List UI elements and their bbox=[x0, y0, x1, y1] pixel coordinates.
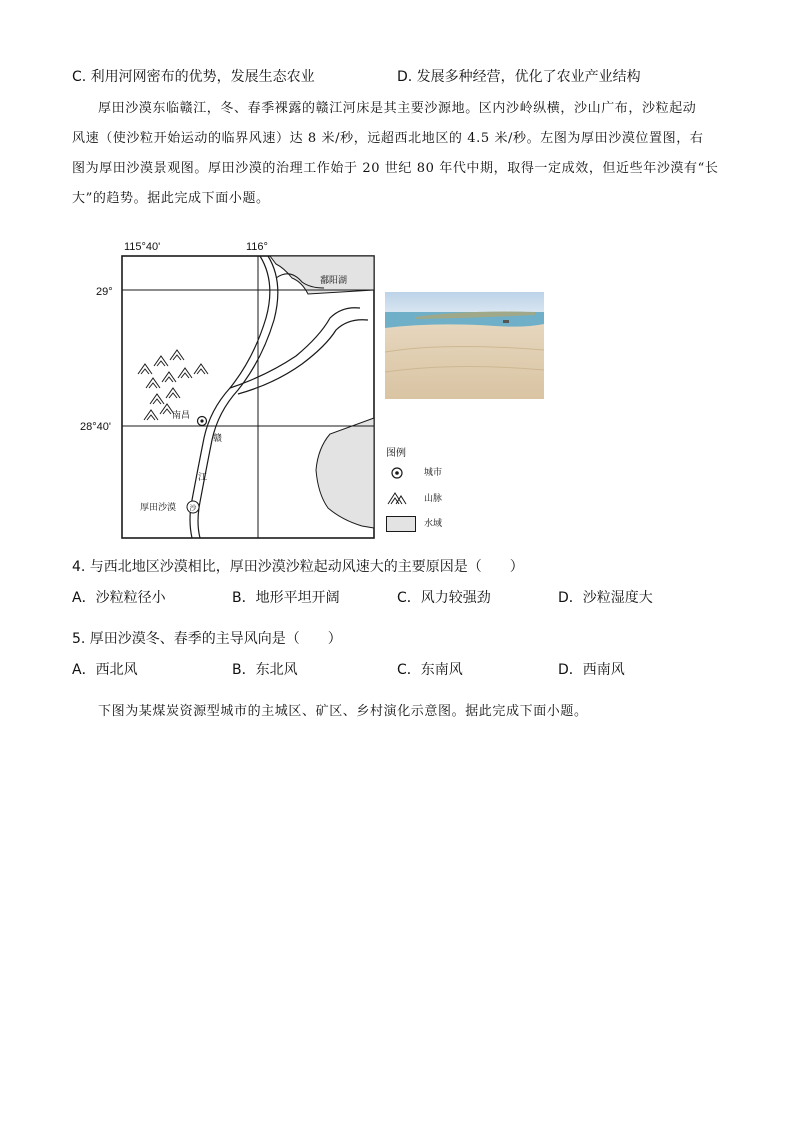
q5-option-b: B．东北风 bbox=[232, 662, 298, 678]
nanchang-city-dot bbox=[200, 419, 203, 422]
next-intro bbox=[72, 698, 732, 726]
location-map-svg bbox=[80, 238, 380, 548]
q4-option-c: C．风力较强劲 bbox=[397, 590, 491, 606]
gan-river-label-2: 江 bbox=[198, 473, 208, 483]
location-map bbox=[80, 238, 380, 548]
houtian-desert-label: 厚田沙漠 bbox=[140, 503, 177, 513]
legend-city-icon bbox=[390, 466, 404, 480]
lat-label-2840: 28°40' bbox=[80, 421, 111, 433]
legend-title-text: 图例 bbox=[386, 448, 406, 459]
q5-option-d: D．西南风 bbox=[558, 662, 625, 678]
intro-line-4: 大”的趋势。据此完成下面小题。 bbox=[72, 191, 270, 206]
svg-text:沙: 沙 bbox=[189, 504, 197, 512]
gan-river-label-1: 赣 bbox=[213, 434, 223, 444]
q4-option-b: B．地形平坦开阔 bbox=[232, 590, 340, 606]
houtian-desert-photo bbox=[385, 292, 544, 399]
option-c-previous: C. 利用河网密布的优势，发展生态农业 bbox=[72, 69, 315, 85]
intro-line-3: 图为厚田沙漠景观图。厚田沙漠的治理工作始于 20 世纪 80 年代中期，取得一定成效，但近些年沙漠有“长 bbox=[72, 161, 719, 176]
intro-paragraph bbox=[72, 94, 732, 214]
next-intro-line: 下图为某煤炭资源型城市的主城区、矿区、乡村演化示意图。据此完成下面小题。 bbox=[98, 704, 588, 719]
q5-option-c: C．东南风 bbox=[397, 662, 463, 678]
nanchang-label: 南昌 bbox=[172, 411, 191, 421]
option-d-previous: D. 发展多种经营，优化了农业产业结构 bbox=[397, 69, 641, 85]
question-5-stem: 5. 厚田沙漠冬、春季的主导风向是（ ） bbox=[72, 631, 342, 647]
lon-label-11540: 115°40' bbox=[124, 241, 161, 253]
legend-water-swatch bbox=[386, 516, 416, 532]
q5-option-a: A．西北风 bbox=[72, 662, 138, 678]
legend-mountain-label: 山脉 bbox=[424, 494, 443, 504]
poyang-lake-label: 鄱阳湖 bbox=[320, 276, 348, 286]
legend-city-label: 城市 bbox=[424, 468, 443, 478]
q4-option-d: D．沙粒湿度大 bbox=[558, 590, 653, 606]
legend-water-label: 水域 bbox=[424, 519, 443, 529]
intro-line-1: 厚田沙漠东临赣江，冬、春季裸露的赣江河床是其主要沙源地。区内沙岭纵横，沙山广布，沙粒起动 bbox=[98, 101, 697, 116]
lon-label-116: 116° bbox=[246, 241, 268, 253]
intro-line-2: 风速（使沙粒开始运动的临界风速）达 8 米/秒，远超西北地区的 4.5 米/秒。左图为厚田沙漠位置图，右 bbox=[72, 131, 704, 146]
question-4-stem: 4. 与西北地区沙漠相比，厚田沙漠沙粒起动风速大的主要原因是（ ） bbox=[72, 559, 524, 575]
legend-mountain-icon bbox=[386, 490, 408, 506]
lat-label-29: 29° bbox=[96, 286, 113, 298]
q4-option-a: A．沙粒粒径小 bbox=[72, 590, 166, 606]
